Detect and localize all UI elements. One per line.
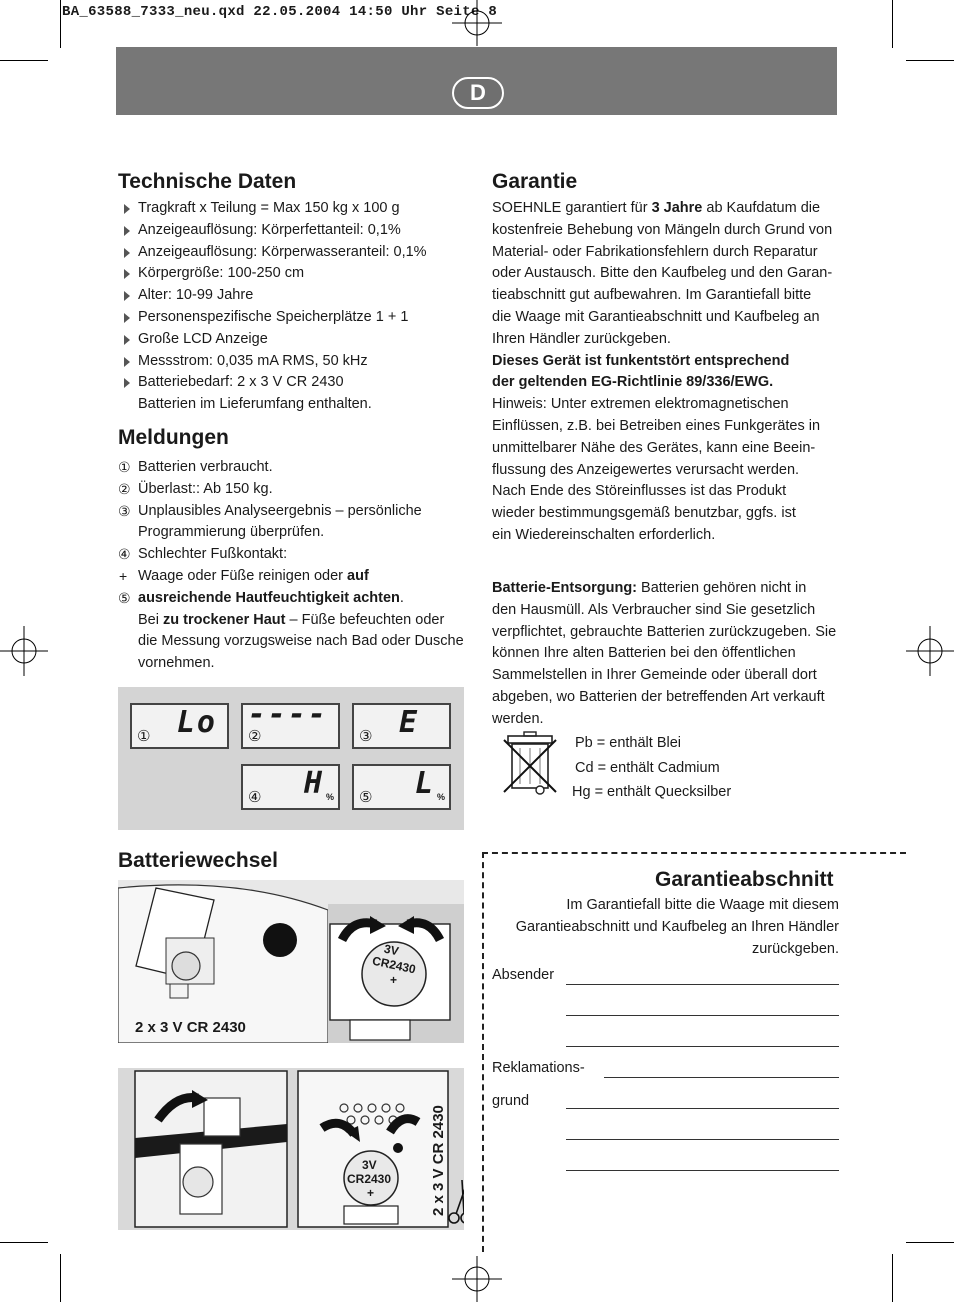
- list-item: Große LCD Anzeige: [118, 329, 427, 351]
- list-item: Körpergröße: 100-250 cm: [118, 263, 427, 285]
- cut-line: [482, 852, 906, 854]
- list-item: die Messung vorzugsweise nach Bad oder Dusche: [138, 633, 464, 650]
- lcd-display-5: ⑤ L %: [352, 764, 451, 810]
- reason-field[interactable]: [604, 1077, 839, 1078]
- coin-cell-type: CR2430: [347, 1172, 392, 1186]
- messages-title: Meldungen: [118, 426, 229, 449]
- list-item: ④ Schlechter Fußkontakt:: [118, 546, 288, 563]
- technical-data-title: Technische Daten: [118, 170, 297, 193]
- registration-mark-icon: [452, 1256, 502, 1302]
- messages-list: [118, 457, 464, 675]
- crop-mark: [60, 1254, 61, 1302]
- print-header: BA_63588_7333_neu.qxd 22.05.2004 14:50 Uhr Seite 8: [62, 4, 498, 20]
- list-item: ③ Unplausibles Analyseergebnis – persönliche: [118, 502, 422, 519]
- battery-change-figure-1: [118, 880, 464, 1043]
- coin-cell-voltage: 3V: [362, 1158, 377, 1172]
- lcd-display-4: ④ H %: [241, 764, 340, 810]
- language-badge: D: [452, 77, 504, 109]
- coin-cell-polarity: +: [390, 973, 398, 987]
- list-item: vornehmen.: [138, 655, 215, 672]
- battery-disposal-text: Batterie-Entsorgung: Batterien gehören nicht in den Hausmüll. Als Verbraucher sind Sie gesetzlich verpflichtet, gebrauchte Batterien zurückzugeben. Sie können Ihre alten Batterien bei den öffentlichen Sammelstellen in Ihrer Gemeinde oder überall dort abgeben, wo Batterien der betreffenden Art verkauft werden.: [492, 580, 837, 727]
- crop-mark: [0, 1242, 48, 1243]
- sender-label: Absender: [492, 967, 555, 983]
- guarantee-text: SOEHNLE garantiert für 3 Jahre ab Kaufdatum die kostenfreie Behebung von Mängeln durch Grund von Material- oder Fabrikationsfehlern durch Reparatur oder Austausch. Bitte den Kaufbeleg und den Garan- tieabschnitt gut aufbewahren. Im Garantiefall bitte die Waage mit Garantieabschnitt und Kaufbeleg an Ihren Händler zurückgeben. Dieses Gerät ist funkentstört entsprechend der geltenden EG-Richtlinie 89/336/EWG. Hinweis: Unter extremen elektromagnetischen Einflüssen, z.B. bei Betreiben eines Funkgerätes in unmittelbarer Nähe des Gerätes, kann eine Beein- flussung des Anzeigewertes verursacht werden. Nach Ende des Störeinflusses ist das Produkt wieder bestimmungsgemäß benutzbar, ggfs. ist ein Wiedereinschalten erforderlich.: [492, 200, 833, 543]
- list-item: Programmierung überprüfen.: [138, 524, 325, 541]
- battery-spec-caption: 2 x 3 V CR 2430: [135, 1019, 246, 1036]
- coin-cell-polarity: +: [367, 1186, 375, 1200]
- crop-mark: [906, 1242, 954, 1243]
- sender-field[interactable]: [566, 1015, 839, 1016]
- crop-mark: [0, 60, 48, 61]
- list-item: Anzeigeauflösung: Körperwasseranteil: 0,1%: [118, 242, 427, 264]
- lcd-display-1: ① Lo: [130, 703, 229, 749]
- registration-mark-icon: [906, 626, 954, 676]
- battery-spec-caption: 2 x 3 V CR 2430: [430, 1105, 447, 1216]
- list-item: + Waage oder Füße reinigen oder auf: [119, 567, 369, 584]
- list-item: Tragkraft x Teilung = Max 150 kg x 100 g: [118, 198, 427, 220]
- list-item: ⑤ ausreichende Hautfeuchtigkeit achten.: [118, 589, 404, 606]
- list-item: Anzeigeauflösung: Körperfettanteil: 0,1%: [118, 220, 427, 242]
- crop-mark: [892, 0, 893, 48]
- lcd-display-3: ③ E: [352, 703, 451, 749]
- coin-cell-voltage: 3V: [382, 941, 400, 959]
- list-item: ① Batterien verbraucht.: [118, 459, 273, 475]
- sender-field[interactable]: [566, 1046, 839, 1047]
- list-item: Bei zu trockener Haut – Füße befeuchten oder: [138, 611, 445, 628]
- list-item: ② Überlast:: Ab 150 kg.: [118, 480, 273, 497]
- coin-cell-type: CR2430: [371, 953, 418, 977]
- cut-line: [482, 852, 484, 1252]
- crop-mark: [60, 0, 61, 48]
- reason-label: grund: [492, 1093, 530, 1109]
- reason-field[interactable]: [566, 1139, 839, 1140]
- battery-change-figure-2: [118, 1068, 464, 1230]
- reason-field[interactable]: [566, 1108, 839, 1109]
- technical-data-list: [118, 198, 427, 416]
- heavy-metals-list: Pb = enthält Blei Cd = enthält Cadmium Hg = enthält Quecksilber: [572, 735, 732, 800]
- warranty-slip-title: Garantieabschnitt: [655, 868, 834, 891]
- list-item: Batteriebedarf: 2 x 3 V CR 2430: [118, 372, 427, 394]
- list-item: Messstrom: 0,035 mA RMS, 50 kHz: [118, 351, 427, 373]
- reason-label: Reklamations-: [492, 1060, 585, 1076]
- registration-mark-icon: [0, 626, 48, 676]
- list-item: Personenspezifische Speicherplätze 1 + 1: [118, 307, 427, 329]
- battery-change-title: Batteriewechsel: [118, 849, 278, 872]
- list-item: Alter: 10-99 Jahre: [118, 285, 427, 307]
- list-item: Batterien im Lieferumfang enthalten.: [138, 396, 372, 413]
- crop-mark: [906, 60, 954, 61]
- guarantee-title: Garantie: [492, 170, 578, 193]
- warranty-slip-intro: Im Garantiefall bitte die Waage mit diesem Garantieabschnitt und Kaufbeleg an Ihren Händler zurückgeben.: [515, 897, 839, 957]
- sender-field[interactable]: [566, 984, 839, 985]
- reason-field[interactable]: [566, 1170, 839, 1171]
- crossed-out-bin-icon: [500, 730, 560, 798]
- registration-mark-icon: [452, 0, 502, 46]
- crop-mark: [892, 1254, 893, 1302]
- lcd-messages-panel: [118, 687, 464, 830]
- lcd-display-2: ② ----: [241, 703, 340, 749]
